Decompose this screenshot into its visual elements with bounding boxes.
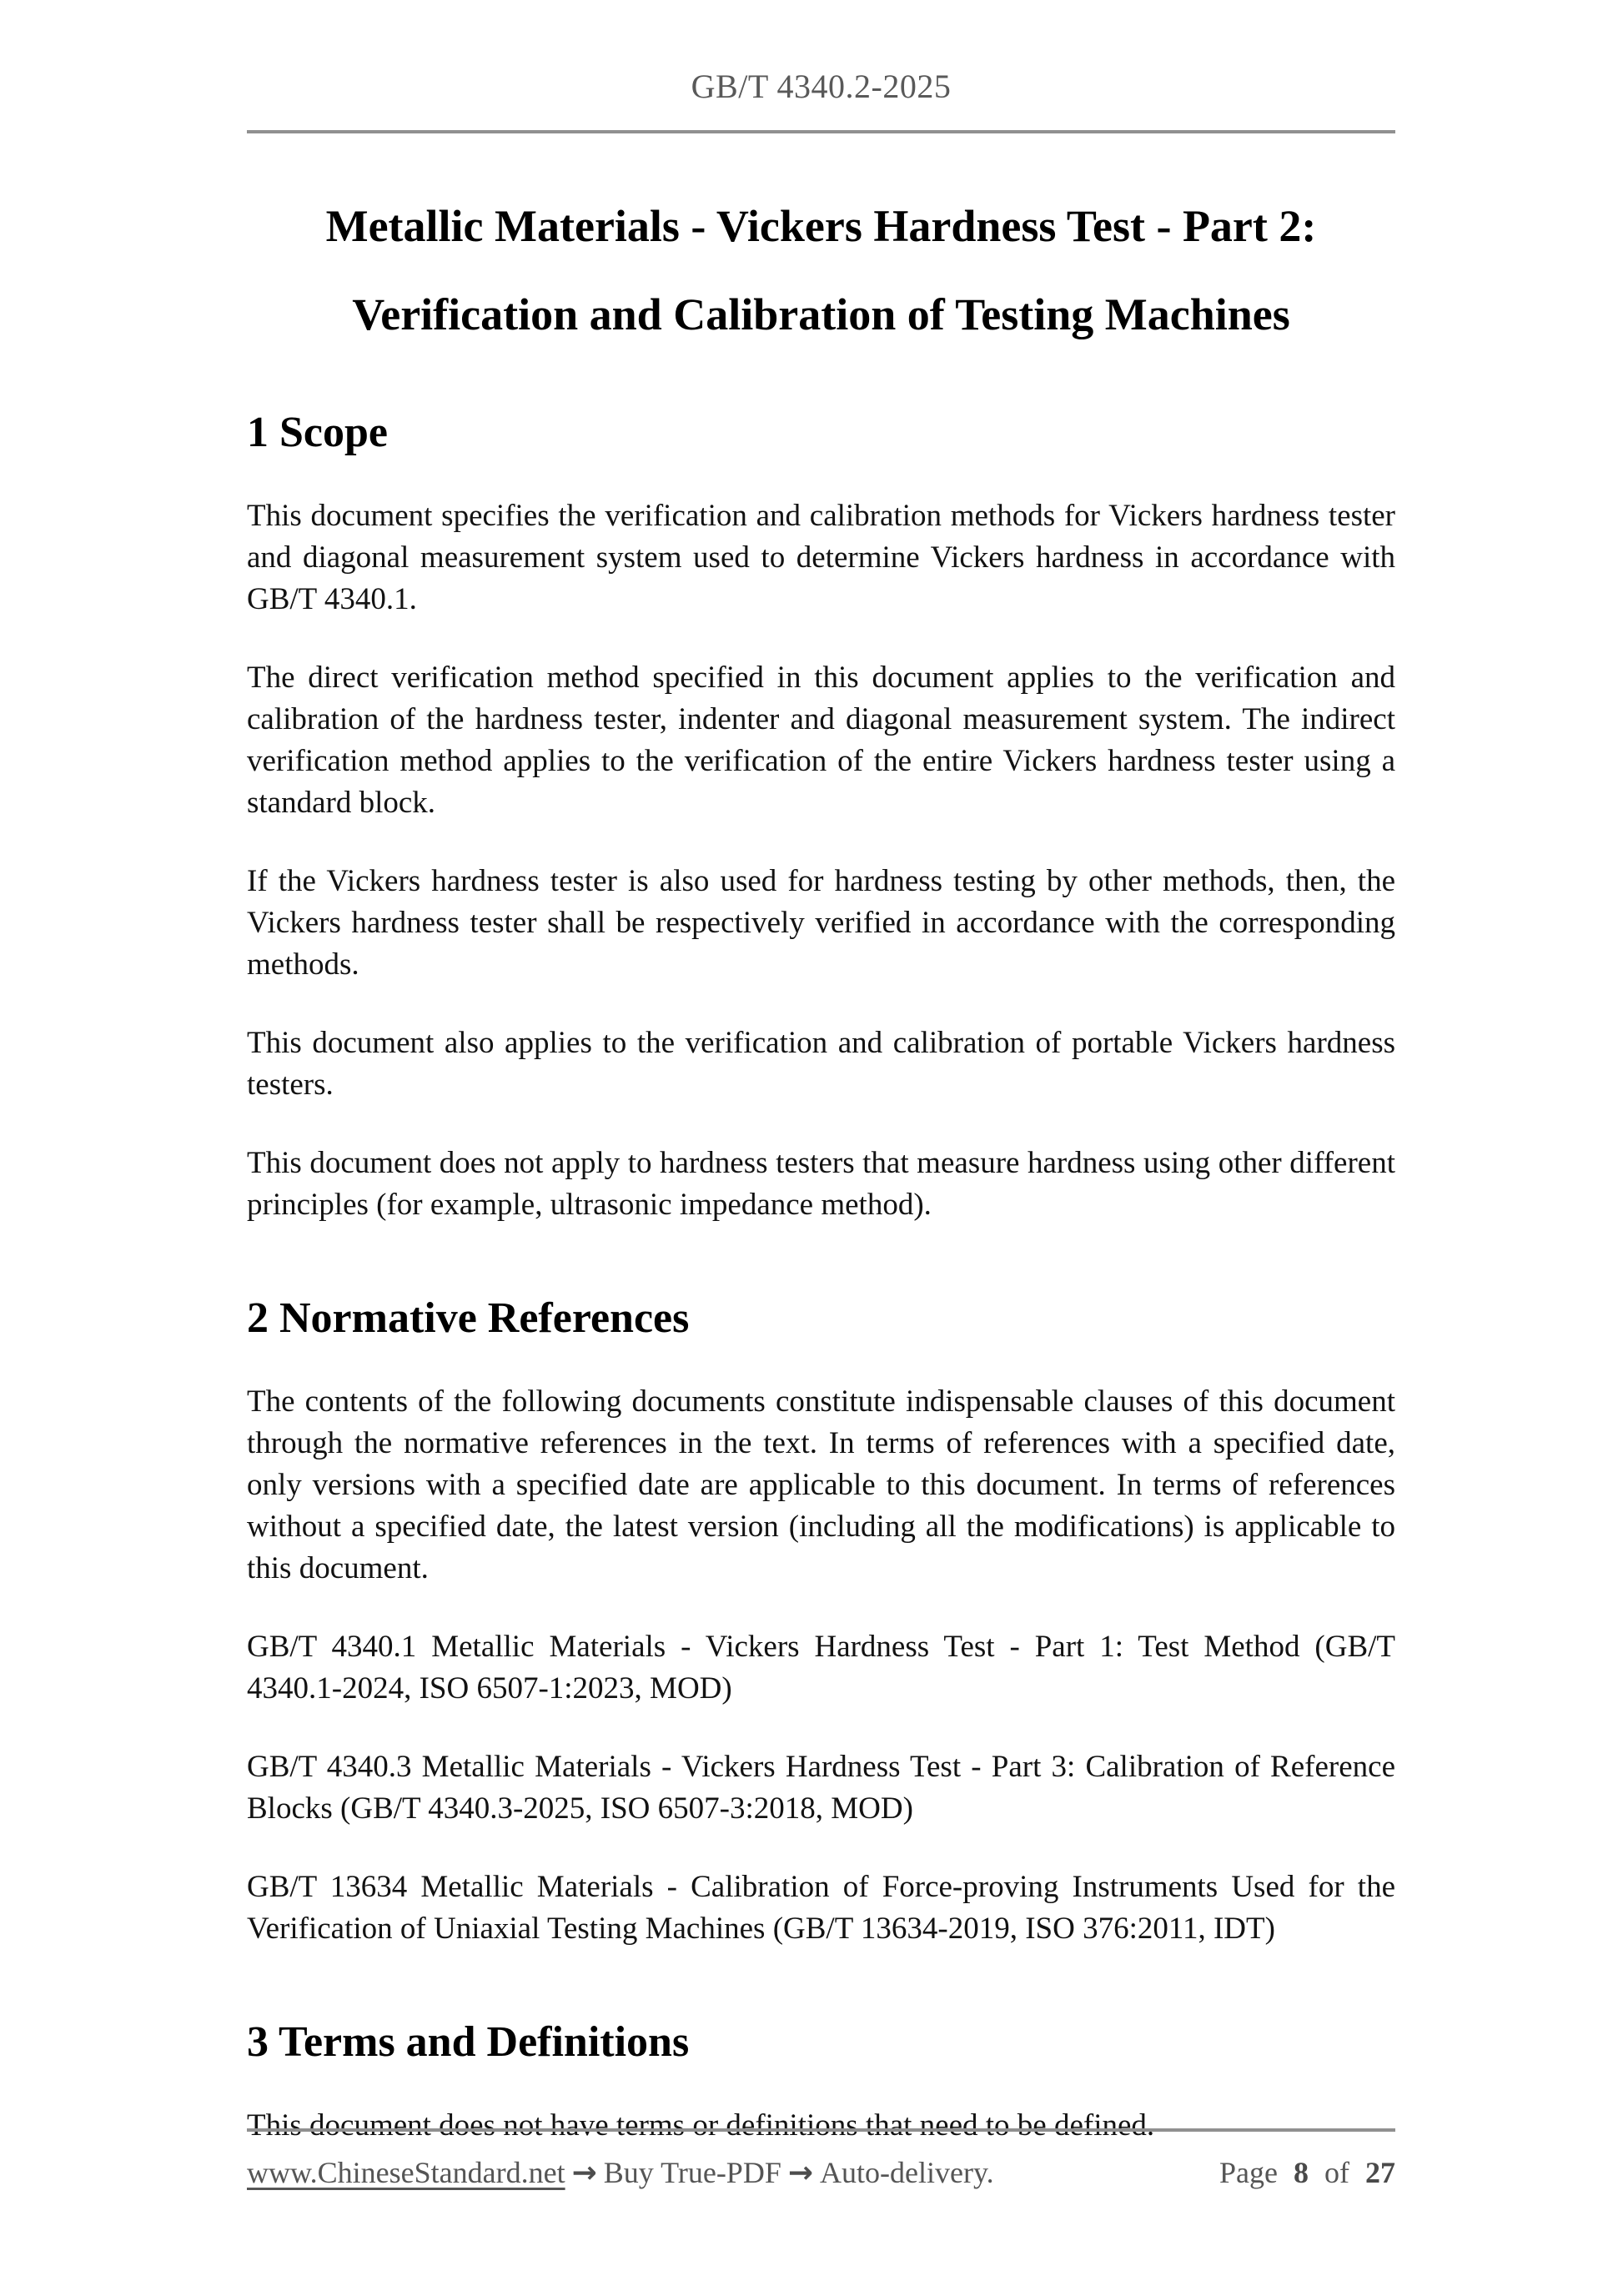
page-content bbox=[247, 0, 1395, 2147]
section-heading-terms-and-definitions: 3 Terms and Definitions bbox=[247, 2018, 690, 2066]
paragraph: This document specifies the verification and calibration methods for Vickers hardness tester and diagonal measurement system used to determine Vickers hardness in accordance with GB/T 4340.1. bbox=[247, 499, 1395, 616]
section-heading-scope: 1 Scope bbox=[247, 409, 388, 456]
paragraph: This document also applies to the verification and calibration of portable Vickers hardness testers. bbox=[247, 1026, 1395, 1102]
footer-buy-text: Buy True-PDF bbox=[603, 2156, 781, 2189]
paragraph: This document does not have terms or definitions that need to be defined. bbox=[247, 2108, 1155, 2143]
paragraph: The contents of the following documents constitute indispensable clauses of this document through the normative references in the text. In terms of references with a specified date, only versions with a specified date are applicable to this document. In terms of references without a specified date, the latest version (including all the modifications) is applicable to this document. bbox=[247, 1384, 1395, 1585]
footer-site-link[interactable]: www.ChineseStandard.net bbox=[247, 2156, 565, 2189]
page-footer bbox=[247, 2128, 1395, 2193]
footer-promo bbox=[247, 2153, 994, 2193]
page-number-current: 8 bbox=[1294, 2156, 1309, 2189]
right-arrow-icon: → bbox=[787, 2156, 814, 2190]
page-of-label: of bbox=[1324, 2156, 1349, 2189]
reference-item: GB/T 4340.1 Metallic Materials - Vickers Hardness Test - Part 1: Test Method (GB/T 4340.1-2024, ISO 6507-1:2023, MOD) bbox=[247, 1630, 1395, 1706]
document-title bbox=[247, 200, 1395, 340]
footer-delivery-text: Auto-delivery. bbox=[820, 2156, 994, 2189]
section-heading-normative-references: 2 Normative References bbox=[247, 1294, 690, 1342]
paragraph: If the Vickers hardness tester is also used for hardness testing by other methods, then, the Vickers hardness tester shall be respectively verified in accordance with the corresponding methods. bbox=[247, 864, 1395, 982]
header-doc-number: GB/T 4340.2-2025 bbox=[691, 68, 952, 105]
page-indicator bbox=[1219, 2153, 1395, 2192]
paragraph: This document does not apply to hardness testers that measure hardness using other different principles (for example, ultrasonic impedance method). bbox=[247, 1146, 1395, 1222]
document-title-line-1: Metallic Materials - Vickers Hardness Test - Part 2: bbox=[325, 201, 1317, 251]
page-number-total: 27 bbox=[1365, 2156, 1395, 2189]
reference-item: GB/T 13634 Metallic Materials - Calibration of Force-proving Instruments Used for the Verification of Uniaxial Testing Machines (GB/T 13634-2019, ISO 376:2011, IDT) bbox=[247, 1870, 1395, 1946]
paragraph: The direct verification method specified in this document applies to the verification and calibration of the hardness tester, indenter and diagonal measurement system. The indirect verification method applies to the verification of the entire Vickers hardness tester using a standard block. bbox=[247, 661, 1395, 820]
header-rule bbox=[247, 130, 1395, 133]
page-label: Page bbox=[1219, 2156, 1278, 2189]
right-arrow-icon: → bbox=[571, 2156, 597, 2190]
reference-item: GB/T 4340.3 Metallic Materials - Vickers Hardness Test - Part 3: Calibration of Reference Blocks (GB/T 4340.3-2025, ISO 6507-3:2018, MOD) bbox=[247, 1750, 1395, 1826]
document-title-line-2: Verification and Calibration of Testing Machines bbox=[352, 289, 1290, 339]
